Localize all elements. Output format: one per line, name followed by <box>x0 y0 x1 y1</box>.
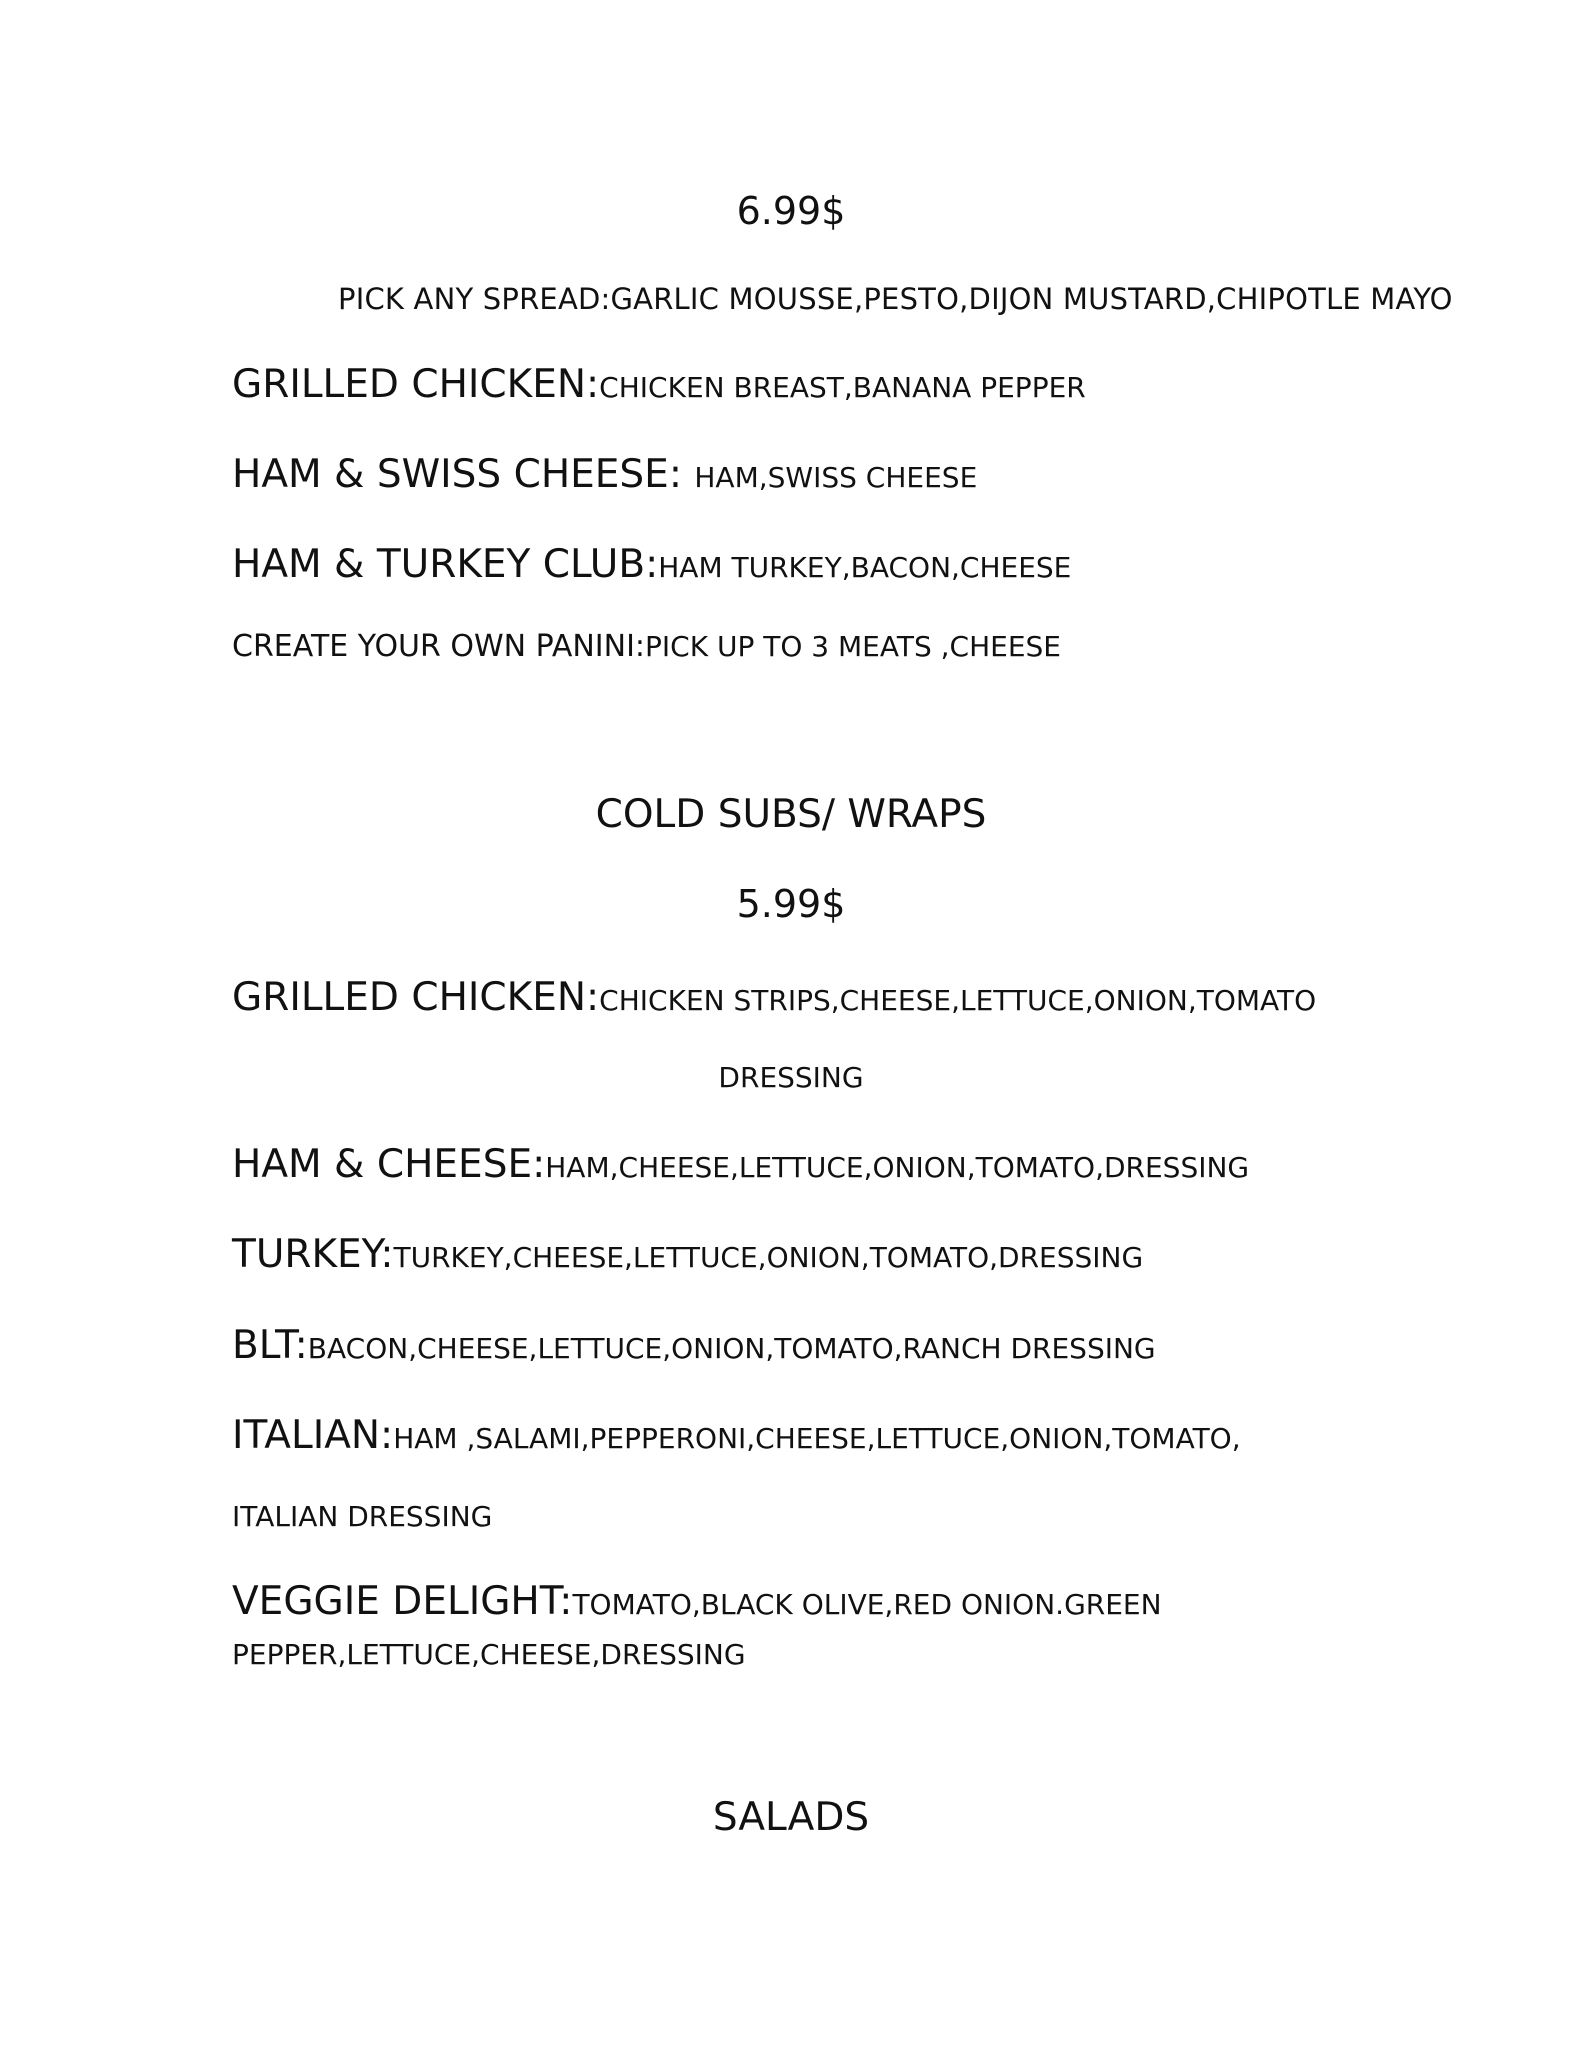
cold-subs-item-grilled-chicken <box>232 975 1317 1020</box>
panini-item-grilled-chicken <box>232 362 1086 407</box>
cold-subs-item-ham-cheese <box>232 1142 1250 1187</box>
panini-item-create-your-own <box>232 629 1061 664</box>
item-name: GRILLED CHICKEN: <box>232 975 600 1020</box>
cold-subs-item-blt <box>232 1323 1156 1368</box>
cold-subs-title: COLD SUBS/ WRAPS <box>595 792 987 837</box>
item-name: HAM & CHEESE: <box>232 1142 546 1187</box>
item-name: CREATE YOUR OWN PANINI: <box>232 629 646 664</box>
cold-subs-item-turkey <box>232 1232 1144 1277</box>
panini-spread-note: PICK ANY SPREAD:GARLIC MOUSSE,PESTO,DIJON MUSTARD,CHIPOTLE MAYO <box>338 282 1453 316</box>
item-description-continuation: PEPPER,LETTUCE,CHEESE,DRESSING <box>232 1638 746 1671</box>
item-description-continuation: ITALIAN DRESSING <box>232 1500 493 1533</box>
item-description: HAM ,SALAMI,PEPPERONI,CHEESE,LETTUCE,ONION,TOMATO, <box>393 1422 1241 1455</box>
item-name: HAM & TURKEY CLUB: <box>232 542 659 587</box>
item-description: CHICKEN BREAST,BANANA PEPPER <box>599 371 1086 404</box>
item-name: BLT: <box>232 1323 308 1368</box>
item-name: TURKEY: <box>232 1232 394 1277</box>
item-description: TOMATO,BLACK OLIVE,RED ONION.GREEN <box>572 1588 1162 1621</box>
panini-price: 6.99$ <box>736 189 846 233</box>
item-description: PICK UP TO 3 MEATS ,CHEESE <box>645 630 1061 663</box>
item-description: CHICKEN STRIPS,CHEESE,LETTUCE,ONION,TOMATO <box>599 984 1317 1017</box>
item-description-continuation: DRESSING <box>718 1061 864 1094</box>
cold-subs-item-italian <box>232 1413 1241 1458</box>
item-name: ITALIAN: <box>232 1413 394 1458</box>
cold-subs-item-veggie-delight <box>232 1579 1162 1624</box>
cold-subs-price: 5.99$ <box>736 882 846 926</box>
item-description: HAM TURKEY,BACON,CHEESE <box>658 551 1072 584</box>
item-description: HAM,SWISS CHEESE <box>694 461 978 494</box>
salads-title: SALADS <box>712 1795 870 1840</box>
item-description: BACON,CHEESE,LETTUCE,ONION,TOMATO,RANCH DRESSING <box>307 1332 1156 1365</box>
item-name: VEGGIE DELIGHT: <box>232 1579 573 1624</box>
panini-item-ham-swiss <box>232 452 978 497</box>
panini-item-ham-turkey-club <box>232 542 1072 587</box>
item-name: HAM & SWISS CHEESE: <box>232 452 695 497</box>
item-description: HAM,CHEESE,LETTUCE,ONION,TOMATO,DRESSING <box>545 1151 1250 1184</box>
item-description: TURKEY,CHEESE,LETTUCE,ONION,TOMATO,DRESSING <box>393 1241 1144 1274</box>
item-name: GRILLED CHICKEN: <box>232 362 600 407</box>
